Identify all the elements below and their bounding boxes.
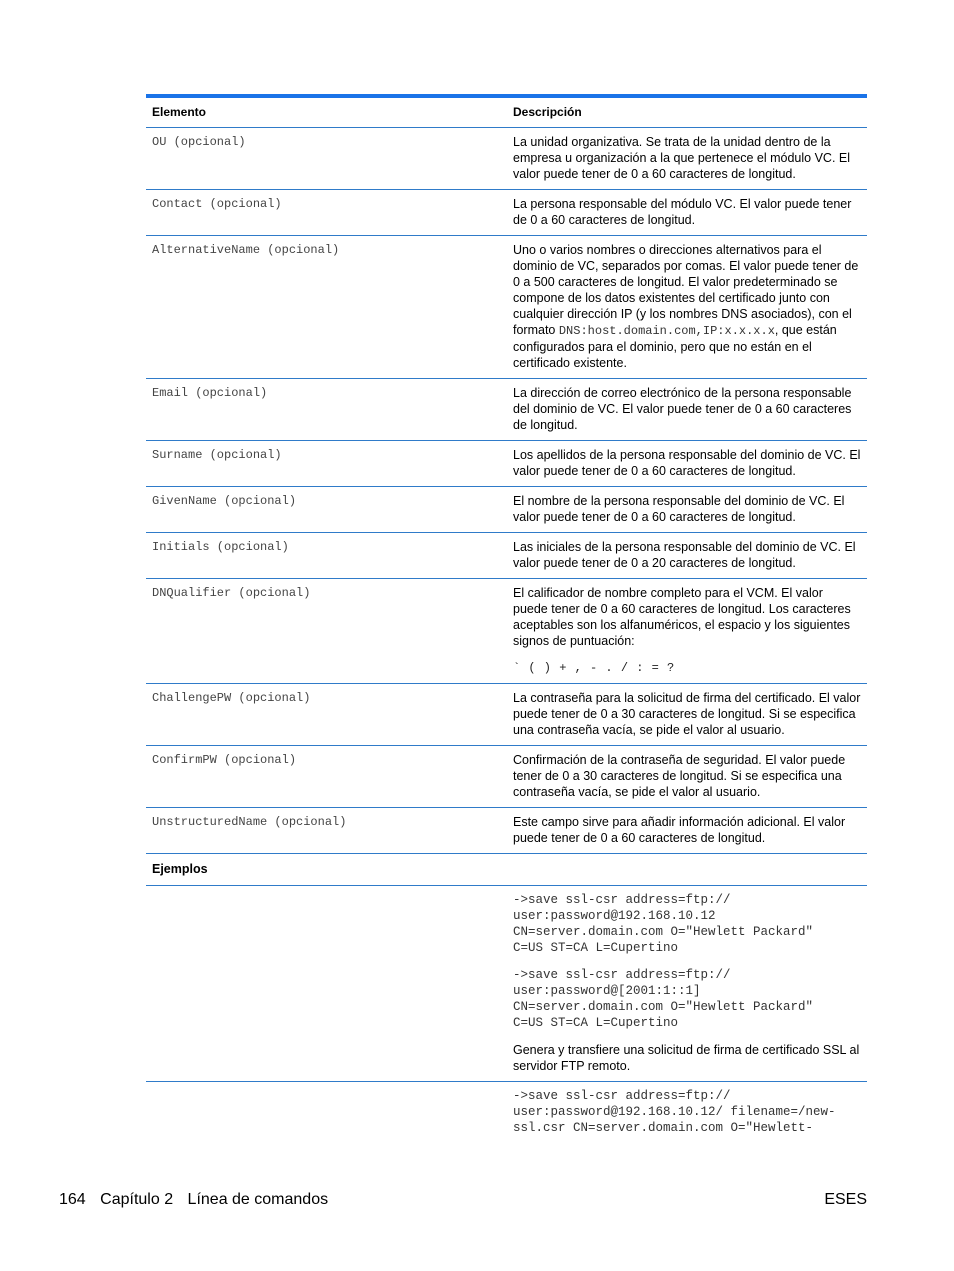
description-text: Uno o varios nombres o direcciones alternativos para el dominio de VC, separados por comas. El valor puede tener de 0 a 500 caracteres de longitud. El valor predeterminado se compone de los datos existentes del certificado junto con cualquier dirección IP (y los nombres DNS asociados), con el formato	[513, 243, 859, 337]
description-cell: Confirmación de la contraseña de seguridad. El valor puede tener de 0 a 30 caracteres de longitud. Si se especifica una contraseña vacía, se pide el valor al usuario.	[513, 753, 846, 799]
example-command: ->save ssl-csr address=ftp:// user:password@[2001:1::1] CN=server.domain.com O="Hewlett Packard" C=US ST=CA L=Cupertino	[513, 968, 814, 1030]
description-text: El calificador de nombre completo para el VCM. El valor puede tener de 0 a 60 caracteres de longitud. Los caracteres aceptables son los alfanuméricos, el espacio y los siguientes signos de puntuación:	[513, 586, 851, 648]
page-number: 164	[59, 1191, 86, 1208]
description-cell: El nombre de la persona responsable del dominio de VC. El valor puede tener de 0 a 60 caracteres de longitud.	[513, 494, 845, 524]
description-cell: Las iniciales de la persona responsable del dominio de VC. El valor puede tener de 0 a 20 caracteres de longitud.	[513, 540, 856, 570]
element-cell: DNQualifier (opcional)	[152, 586, 311, 600]
element-cell: Initials (opcional)	[152, 540, 289, 554]
header-description: Descripción	[513, 105, 582, 119]
description-cell: Este campo sirve para añadir información adicional. El valor puede tener de 0 a 60 caracteres de longitud.	[513, 815, 846, 845]
element-cell: UnstructuredName (opcional)	[152, 815, 347, 829]
footer-left	[59, 1191, 338, 1209]
table-row	[146, 533, 867, 579]
description-cell: La dirección de correo electrónico de la persona responsable del dominio de VC. El valor puede tener de 0 a 60 caracteres de longitud.	[513, 386, 852, 432]
description-cell: La unidad organizativa. Se trata de la unidad dentro de la empresa u organización a la que pertenece el módulo VC. El valor puede tener de 0 a 60 caracteres de longitud.	[513, 135, 851, 181]
example-cell	[507, 886, 867, 1082]
parameters-table	[146, 94, 867, 1143]
page-footer	[59, 1191, 867, 1209]
example-command: ->save ssl-csr address=ftp:// user:password@192.168.10.12/ filename=/new- ssl.csr CN=server.domain.com O="Hewlett-	[513, 1089, 836, 1135]
element-cell: Surname (opcional)	[152, 448, 282, 462]
element-cell: Contact (opcional)	[152, 197, 282, 211]
table-row	[146, 128, 867, 190]
examples-title: Ejemplos	[152, 862, 208, 876]
table-row	[146, 808, 867, 854]
description-cell	[507, 579, 867, 684]
description-cell: La persona responsable del módulo VC. El valor puede tener de 0 a 60 caracteres de longitud.	[513, 197, 852, 227]
example-note: Genera y transfiere una solicitud de firma de certificado SSL al servidor FTP remoto.	[513, 1043, 860, 1073]
table-row	[146, 487, 867, 533]
chapter-label: Capítulo 2	[100, 1191, 174, 1208]
table-row	[146, 379, 867, 441]
description-text: , que están configurados para el dominio, pero que no están en el certificado existente.	[513, 323, 837, 370]
element-cell: AlternativeName (opcional)	[152, 243, 340, 257]
punctuation-chars: ` ( ) + , - . / : = ?	[513, 661, 675, 675]
table-row	[146, 190, 867, 236]
example-cell	[507, 1082, 867, 1144]
table-row	[146, 684, 867, 746]
table-row	[146, 441, 867, 487]
footer-locale: ESES	[824, 1191, 867, 1208]
example-row	[146, 1082, 867, 1144]
element-cell: GivenName (opcional)	[152, 494, 297, 508]
chapter-title: Línea de comandos	[187, 1191, 329, 1208]
table-row	[146, 236, 867, 379]
description-cell	[507, 236, 867, 379]
element-cell: OU (opcional)	[152, 135, 246, 149]
example-command: ->save ssl-csr address=ftp:// user:password@192.168.10.12 CN=server.domain.com O="Hewlett Packard" C=US ST=CA L=Cupertino	[513, 893, 814, 955]
format-code: DNS:host.domain.com,IP:x.x.x.x	[558, 324, 775, 338]
description-cell: Los apellidos de la persona responsable del dominio de VC. El valor puede tener de 0 a 60 caracteres de longitud.	[513, 448, 861, 478]
example-row	[146, 886, 867, 1082]
element-cell: ConfirmPW (opcional)	[152, 753, 297, 767]
element-cell: Email (opcional)	[152, 386, 268, 400]
table-header-row	[146, 96, 867, 128]
element-cell: ChallengePW (opcional)	[152, 691, 311, 705]
table-row	[146, 579, 867, 684]
table-row	[146, 746, 867, 808]
examples-section-row	[146, 854, 867, 886]
header-element: Elemento	[152, 105, 207, 119]
description-cell: La contraseña para la solicitud de firma del certificado. El valor puede tener de 0 a 30 caracteres de longitud. Si se especifica una contraseña vacía, se pide el valor al usuario.	[513, 691, 861, 737]
